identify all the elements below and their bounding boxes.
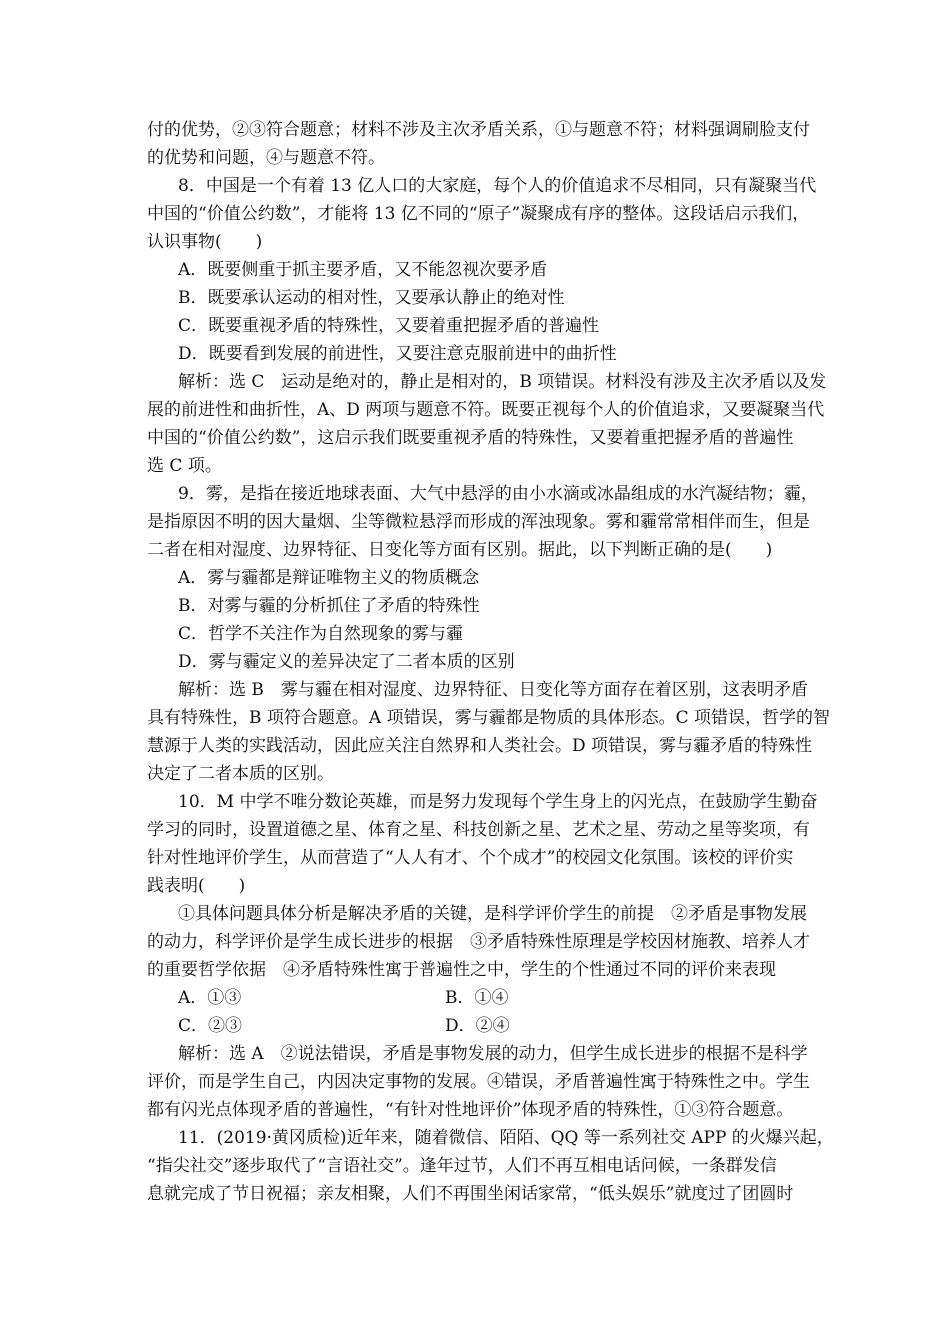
text-line: 评价，而是学生自己，内因决定事物的发展。④错误，矛盾普遍性寓于特殊性之中。学生 xyxy=(147,1072,810,1092)
option-d: D．雾与霾定义的差异决定了二者本质的区别 xyxy=(178,652,515,672)
option-b: B．对雾与霾的分析抓住了矛盾的特殊性 xyxy=(178,596,480,616)
question-10-stem: 10．M 中学不唯分数论英雄，而是努力发现每个学生身上的闪光点，在鼓励学生勤奋 xyxy=(178,792,818,812)
text-line: “指尖社交”逐步取代了“言语社交”。逢年过节，人们不再互相电话问候，一条群发信 xyxy=(147,1156,777,1176)
text-line: 是指原因不明的因大量烟、尘等微粒悬浮而形成的浑浊现象。雾和霾常常相伴而生，但是 xyxy=(147,512,810,532)
question-9-stem: 9．雾，是指在接近地球表面、大气中悬浮的由小水滴或冰晶组成的水汽凝结物；霾， xyxy=(178,484,818,504)
question-9-analysis: 解析：选 B 雾与霾在相对湿度、边界特征、日变化等方面存在着区别，这表明矛盾 xyxy=(178,680,808,700)
text-line: 慧源于人类的实践活动，因此应关注自然界和人类社会。D 项错误，雾与霾矛盾的特殊性 xyxy=(147,736,813,756)
text-line: 践表明( ) xyxy=(147,876,246,896)
question-8-stem: 8．中国是一个有着 13 亿人口的大家庭，每个人的价值追求不尽相同，只有凝聚当代 xyxy=(178,176,817,196)
option-a: A．既要侧重于抓主要矛盾，又不能忽视次要矛盾 xyxy=(178,260,548,280)
text-line: 的动力，科学评价是学生成长进步的根据 ③矛盾特殊性原理是学校因材施教、培养人才 xyxy=(147,932,810,952)
option-c: C．哲学不关注作为自然现象的雾与霾 xyxy=(178,624,464,644)
option-c: C．既要重视矛盾的特殊性，又要着重把握矛盾的普遍性 xyxy=(178,316,600,336)
option-d: D．既要看到发展的前进性，又要注意克服前进中的曲折性 xyxy=(178,344,617,364)
question-10-statements: ①具体问题具体分析是解决矛盾的关键，是科学评价学生的前提 ②矛盾是事物发展 xyxy=(178,904,807,924)
text-line: 的重要哲学依据 ④矛盾特殊性寓于普遍性之中，学生的个性通过不同的评价来表现 xyxy=(147,960,776,980)
question-10-analysis: 解析：选 A ②说法错误，矛盾是事物发展的动力，但学生成长进步的根据不是科学 xyxy=(178,1044,808,1064)
text-line: 息就完成了节日祝福；亲友相聚，人们不再围坐闲话家常，“低头娱乐”就度过了团圆时 xyxy=(147,1184,794,1204)
question-11-stem: 11．(2019·黄冈质检)近年来，随着微信、陌陌、QQ 等一系列社交 APP 的火爆兴起， xyxy=(178,1128,834,1148)
option-a: A．①③ xyxy=(178,988,242,1008)
option-a: A．雾与霾都是辩证唯物主义的物质概念 xyxy=(178,568,480,588)
question-8-analysis: 解析：选 C 运动是绝对的，静止是相对的，B 项错误。材料没有涉及主次矛盾以及发 xyxy=(178,372,827,392)
text-line: 二者在相对湿度、边界特征、日变化等方面有区别。据此，以下判断正确的是( ) xyxy=(147,540,773,560)
text-line: 具有特殊性，B 项符合题意。A 项错误，雾与霾都是物质的具体形态。C 项错误，哲学的智 xyxy=(147,708,830,728)
text-line: 的优势和问题，④与题意不符。 xyxy=(147,148,385,168)
text-line: 学习的同时，设置道德之星、体育之星、科技创新之星、艺术之星、劳动之星等奖项，有 xyxy=(147,820,810,840)
text-line: 针对性地评价学生，从而营造了“人人有才、个个成才”的校园文化氛围。该校的评价实 xyxy=(147,848,794,868)
text-line: 中国的“价值公约数”，这启示我们既要重视矛盾的特殊性，又要着重把握矛盾的普遍性 xyxy=(147,428,794,448)
text-line: 都有闪光点体现矛盾的普遍性，“有针对性地评价”体现矛盾的特殊性，①③符合题意。 xyxy=(147,1100,794,1120)
text-line: 展的前进性和曲折性，A、D 两项与题意不符。既要正视每个人的价值追求，又要凝聚当代 xyxy=(147,400,825,420)
option-c: C．②③ xyxy=(178,1016,243,1036)
option-b: B．①④ xyxy=(445,988,509,1008)
text-line: 中国的“价值公约数”，才能将 13 亿不同的“原子”凝聚成有序的整体。这段话启示我们， xyxy=(147,204,810,224)
text-line: 付的优势，②③符合题意；材料不涉及主次矛盾关系，①与题意不符；材料强调刷脸支付 xyxy=(147,120,810,140)
option-d: D．②④ xyxy=(445,1016,510,1036)
text-line: 决定了二者本质的区别。 xyxy=(147,764,334,784)
text-line: 认识事物( ) xyxy=(147,232,263,252)
option-b: B．既要承认运动的相对性，又要承认静止的绝对性 xyxy=(178,288,565,308)
text-line: 选 C 项。 xyxy=(147,456,222,476)
